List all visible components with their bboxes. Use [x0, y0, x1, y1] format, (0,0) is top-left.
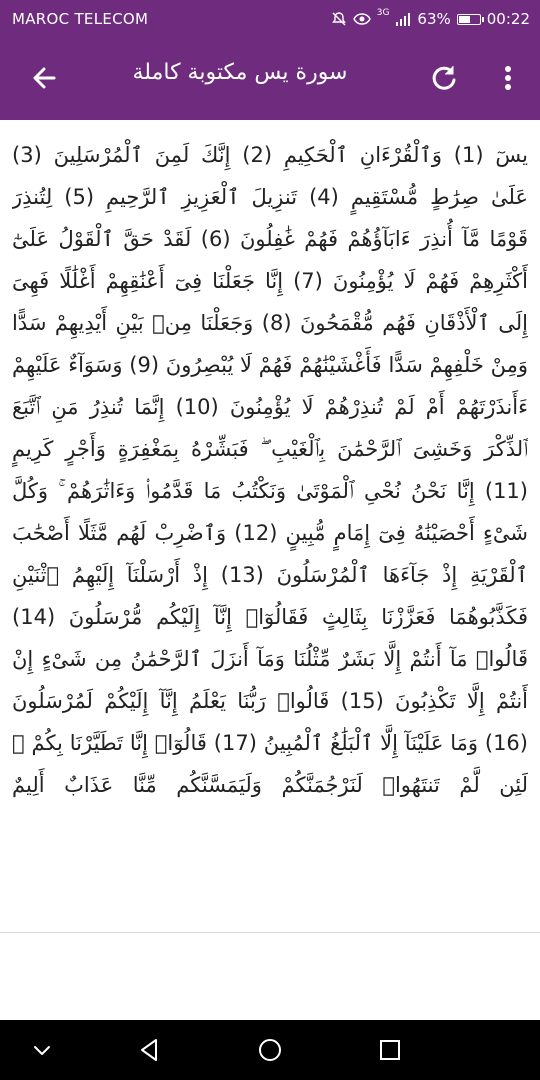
surah-content[interactable] — [12, 124, 528, 930]
battery-percent: 63% — [417, 10, 451, 28]
nav-home-icon[interactable] — [254, 1034, 286, 1066]
app-bar — [0, 38, 540, 120]
status-bar — [0, 0, 540, 38]
nav-recents-icon[interactable] — [374, 1034, 406, 1066]
page-title: سورة يس مكتوبة كاملة — [132, 60, 348, 85]
carrier-name: MAROC TELECOM — [12, 10, 149, 28]
nav-back-icon[interactable] — [134, 1034, 166, 1066]
clock: 00:22 — [486, 10, 530, 28]
system-nav-bar — [0, 1020, 540, 1080]
eye-icon — [353, 12, 371, 26]
signal-icon — [395, 12, 411, 26]
more-vert-icon[interactable] — [496, 62, 520, 94]
status-right — [331, 10, 530, 28]
refresh-icon[interactable] — [428, 62, 460, 94]
battery-icon — [457, 14, 481, 25]
network-type: 3G — [376, 8, 390, 18]
mute-icon — [331, 11, 347, 27]
content-divider — [0, 932, 540, 933]
surah-text: يسٓ (1) وَٱلْقُرْءَانِ ٱلْحَكِيمِ (2) إِنَّكَ لَمِنَ ٱلْمُرْسَلِينَ (3) عَلَىٰ صِرَٰطٍ مُّسْتَقِيمٍ (4) تَنزِيلَ ٱلْعَزِيزِ ٱلرَّحِيمِ (5) لِتُنذِرَ قَوْمًا مَّآ أُنذِرَ ءَابَآؤُهُمْ فَهُمْ غَٰفِلُونَ (6) لَقَدْ حَقَّ ٱلْقَوْلُ عَلَىٰٓ أَكْثَرِهِمْ فَهُمْ لَا يُؤْمِنُونَ (7) إِنَّا جَعَلْنَا فِىٓ أَعْنَٰقِهِمْ أَغْلَٰلًا فَهِىَ إِلَى ٱلْأَذْقَانِ فَهُم مُّقْمَحُونَ (8) وَجَعَلْنَا مِنۢ بَيْنِ أَيْدِيهِمْ سَدًّا وَمِنْ خَلْفِهِمْ سَدًّا فَأَغْشَيْنَٰهُمْ فَهُمْ لَا يُبْصِرُونَ (9) وَسَوَآءٌ عَلَيْهِمْ ءَأَنذَرْتَهُمْ أَمْ لَمْ تُنذِرْهُمْ لَا يُؤْمِنُونَ (10) إِنَّمَا تُنذِرُ مَنِ ٱتَّبَعَ ٱلذِّكْرَ وَخَشِىَ ٱلرَّحْمَٰنَ بِٱلْغَيْبِ ۖ فَبَشِّرْهُ بِمَغْفِرَةٍ وَأَجْرٍ كَرِيمٍ (11) إِنَّا نَحْنُ نُحْىِ ٱلْمَوْتَىٰ وَنَكْتُبُ مَا قَدَّمُوا۟ وَءَاثَٰرَهُمْ ۚ وَكُلَّ شَىْءٍ أَحْصَيْنَٰهُ فِىٓ إِمَامٍ مُّبِينٍ (12) وَٱضْرِبْ لَهُم مَّثَلًا أَصْحَٰبَ ٱلْقَرْيَةِ إِذْ جَآءَهَا ٱلْمُرْسَلُونَ (13) إِذْ أَرْسَلْنَآ إِلَيْهِمُ ٱثْنَيْنِ فَكَذَّبُوهُمَا فَعَزَّزْنَا بِثَالِثٍ فَقَالُوٓا۟ إِنَّآ إِلَيْكُم مُّرْسَلُونَ (14) قَالُوا۟ مَآ أَنتُمْ إِلَّا بَشَرٌ مِّثْلُنَا وَمَآ أَنزَلَ ٱلرَّحْمَٰنُ مِن شَىْءٍ إِنْ أَنتُمْ إِلَّا تَكْذِبُونَ (15) قَالُوا۟ رَبُّنَا يَعْلَمُ إِنَّآ إِلَيْكُمْ لَمُرْسَلُونَ (16) وَمَا عَلَيْنَآ إِلَّا ٱلْبَلَٰغُ ٱلْمُبِينُ (17) قَالُوٓا۟ إِنَّا تَطَيَّرْنَا بِكُمْ ۖ لَئِن لَّمْ تَنتَهُوا۟ لَنَرْجُمَنَّكُمْ وَلَيَمَسَّنَّكُم مِّنَّا عَذَابٌ أَلِيمٌ — [12, 143, 528, 797]
arrow-back-icon[interactable] — [28, 62, 60, 94]
chevron-down-icon[interactable] — [26, 1034, 58, 1066]
